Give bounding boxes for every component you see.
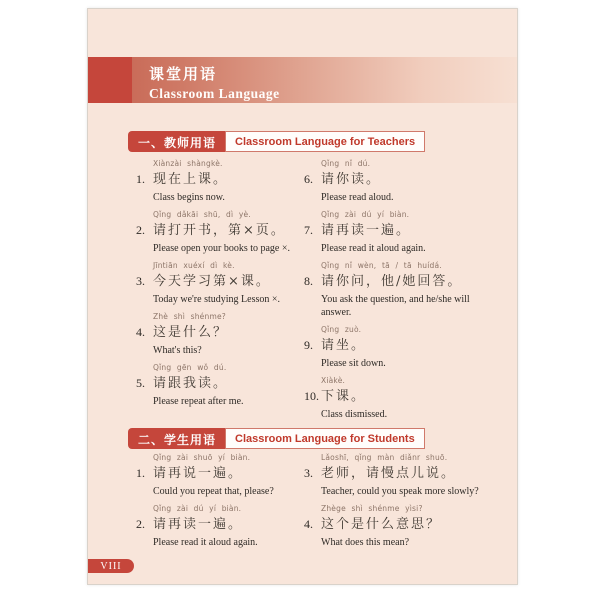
english-line: Could you repeat that, please? [153,486,274,497]
banner-titles [149,63,280,102]
hanzi-line: 请你读。 [321,172,382,187]
english-line: Please sit down. [321,358,386,369]
pinyin-line: Qǐng zài dú yí biàn. [321,210,410,219]
banner-accent-square [88,57,132,103]
english-line: What does this mean? [321,537,410,548]
english-line: Teacher, could you speak more slowly? [321,486,479,497]
pinyin-line: Qǐng zài dú yí biàn. [153,504,242,513]
teacher-phrases-left-column [136,159,304,427]
pinyin-line: Qǐng nǐ dú. [321,159,371,168]
hanzi-line: 请再读一遍。 [321,223,412,238]
hanzi-line: 下课。 [321,389,367,404]
phrase-item [136,504,304,549]
english-line: Class begins now. [153,192,225,203]
phrase-item [304,453,496,498]
hanzi-line: 现在上课。 [153,172,229,187]
english-line: Please repeat after me. [153,396,244,407]
student-phrases-left-column [136,453,304,555]
pinyin-line: Zhège shì shénme yìsi? [321,504,423,513]
section-header-teachers [128,131,425,152]
phrase-item [304,159,496,204]
pinyin-line: Lǎoshī, qǐng màn diǎnr shuō. [321,453,448,462]
page-number-badge [88,559,134,573]
english-line: What's this? [153,345,202,356]
item-number: 7. [304,223,313,237]
phrase-item [304,376,496,421]
chapter-banner [88,57,517,103]
item-number: 1. [136,466,145,480]
item-number: 5. [136,376,145,390]
hanzi-line: 老师，请慢点儿说。 [321,466,457,481]
pinyin-line: Qǐng dǎkāi shū, dì yè. [153,210,251,219]
phrase-item [136,261,304,306]
phrase-item [136,363,304,408]
section-title-zh: 一、教师用语 [128,131,225,152]
section-header-students [128,428,425,449]
hanzi-line: 这个是什么意思？ [321,517,442,532]
pinyin-line: Xiàkè. [321,376,346,385]
english-line: Today we're studying Lesson ×. [153,294,280,305]
phrase-item [304,261,496,319]
phrase-item [304,210,496,255]
english-line: Please open your books to page ×. [153,243,291,254]
item-number: 1. [136,172,145,186]
item-number: 4. [136,325,145,339]
teacher-phrases [136,159,496,427]
pinyin-line: Qǐng zuò. [321,325,362,334]
hanzi-line: 请坐。 [321,338,367,353]
item-number: 9. [304,338,313,352]
section-title-en: Classroom Language for Teachers [225,131,425,152]
hanzi-line: 请跟我读。 [153,376,229,391]
phrase-item [304,504,496,549]
hanzi-line: 这是什么？ [153,325,229,340]
textbook-page [87,8,518,585]
pinyin-line: Zhè shì shénme? [153,312,226,321]
pinyin-line: Qǐng gēn wǒ dú. [153,363,227,372]
section-title-en: Classroom Language for Students [225,428,425,449]
pinyin-line: Xiànzài shàngkè. [153,159,223,168]
item-number: 3. [304,466,313,480]
item-number: 6. [304,172,313,186]
pinyin-line: Jīntiān xuéxí dì kè. [153,261,235,270]
chapter-title-zh: 课堂用语 [149,65,218,83]
item-number: 4. [304,517,313,531]
english-line: Please read aloud. [321,192,394,203]
item-number: 2. [136,517,145,531]
english-line: Class dismissed. [321,409,388,420]
item-number: 3. [136,274,145,288]
student-phrases-right-column [304,453,496,555]
hanzi-line: 请你问，他/她回答。 [321,274,463,289]
english-line: Please read it aloud again. [321,243,426,254]
phrase-item [136,453,304,498]
english-line: You ask the question, and he/she will answer. [321,294,470,318]
hanzi-line: 今天学习第×课。 [153,274,271,289]
chapter-title-en: Classroom Language [149,86,280,101]
phrase-item [304,325,496,370]
phrase-item [136,159,304,204]
page-number: VIII [100,560,122,572]
item-number: 8. [304,274,313,288]
hanzi-line: 请打开书，第×页。 [153,223,286,238]
item-number: 10. [304,389,319,403]
pinyin-line: Qǐng nǐ wèn, tā / tā huídá. [321,261,442,270]
student-phrases [136,453,496,555]
hanzi-line: 请再说一遍。 [153,466,244,481]
section-title-zh: 二、学生用语 [128,428,225,449]
english-line: Please read it aloud again. [153,537,258,548]
teacher-phrases-right-column [304,159,496,427]
pinyin-line: Qǐng zài shuō yí biàn. [153,453,251,462]
phrase-item [136,210,304,255]
item-number: 2. [136,223,145,237]
hanzi-line: 请再读一遍。 [153,517,244,532]
phrase-item [136,312,304,357]
